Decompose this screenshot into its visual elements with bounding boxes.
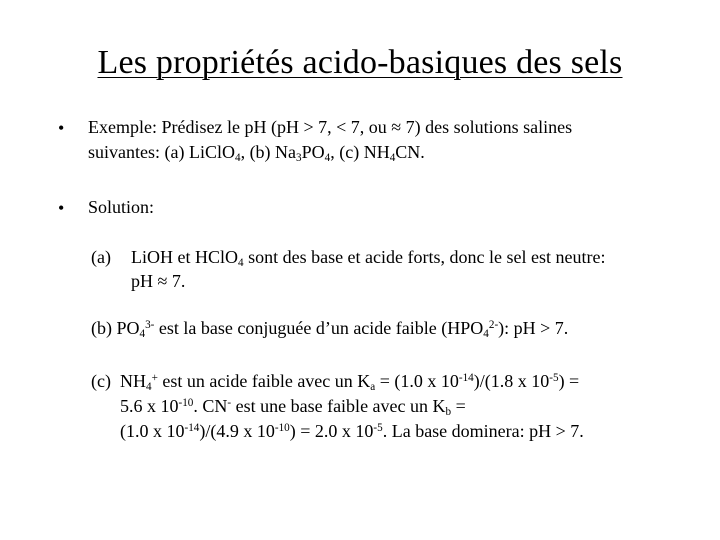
part-c-text: 5.6 x 10 [120,396,179,416]
part-a-text: sont des base et acide forts, donc le sel est neutre: [243,247,606,267]
superscript: 3- [145,318,155,331]
part-a-line-1 [131,246,605,268]
part-c-text: ) = [558,371,580,391]
part-b-line [91,317,568,339]
superscript: -14 [458,371,474,384]
subscript: 4 [238,256,244,269]
superscript: 2- [488,318,499,331]
part-c-text: )/(4.9 x 10 [199,421,275,441]
slide-title: Les propriétés acido-basiques des sels [97,44,623,81]
solution-label: Solution: [88,197,155,217]
part-a-label: (a) [91,247,111,267]
superscript: + [151,371,158,384]
subscript: 4 [389,151,396,164]
part-a-line-2: pH ≈ 7. [131,271,186,291]
superscript: -14 [184,421,200,434]
part-a-text: LiOH et HClO [131,247,238,267]
subscript: 4 [324,151,331,164]
subscript: b [445,405,452,418]
part-c-text: est une base faible avec un K [231,396,446,416]
example-line-2 [88,141,425,163]
superscript: - [227,396,232,409]
superscript: -10 [274,421,290,434]
part-c-line-1 [120,370,579,392]
part-c-label: (c) [91,371,111,391]
part-c-text: (1.0 x 10 [120,421,185,441]
part-b-text: ): pH > 7. [498,318,569,338]
superscript: -5 [373,421,383,434]
part-b-text: PO [116,318,140,338]
superscript: -10 [178,396,194,409]
bullet-marker: • [58,198,65,218]
subscript: 4 [234,151,241,164]
part-b-label: (b) [91,318,112,338]
example-text: PO [301,142,325,162]
part-c-text: = [451,396,466,416]
superscript: -5 [549,371,559,384]
bullet-marker: • [58,118,65,138]
subscript: 4 [146,380,152,393]
part-c-text: NH [120,371,146,391]
part-c-text: . CN [193,396,228,416]
part-c-text: ) = 2.0 x 10 [289,421,374,441]
example-text: Exemple: Prédisez le pH (pH > 7, < 7, ou ≈ 7) des solutions salines [88,117,573,137]
example-text: , (c) NH [330,142,390,162]
example-line-1 [88,116,572,138]
example-text: CN. [395,142,425,162]
example-text: suivantes: (a) LiClO [88,142,235,162]
part-c-line-3 [120,420,584,442]
subscript: a [370,380,376,393]
part-b-text: est la base conjuguée d’un acide faible (HPO [154,318,484,338]
part-c-text: = (1.0 x 10 [375,371,459,391]
subscript: 4 [139,327,146,340]
part-c-line-2 [120,395,466,417]
subscript: 3 [296,151,302,164]
example-text: , (b) Na [240,142,297,162]
part-c-text: )/(1.8 x 10 [473,371,550,391]
part-c-text: est un acide faible avec un K [157,371,371,391]
part-c-text: . La base dominera: pH > 7. [382,421,584,441]
subscript: 4 [483,327,489,340]
